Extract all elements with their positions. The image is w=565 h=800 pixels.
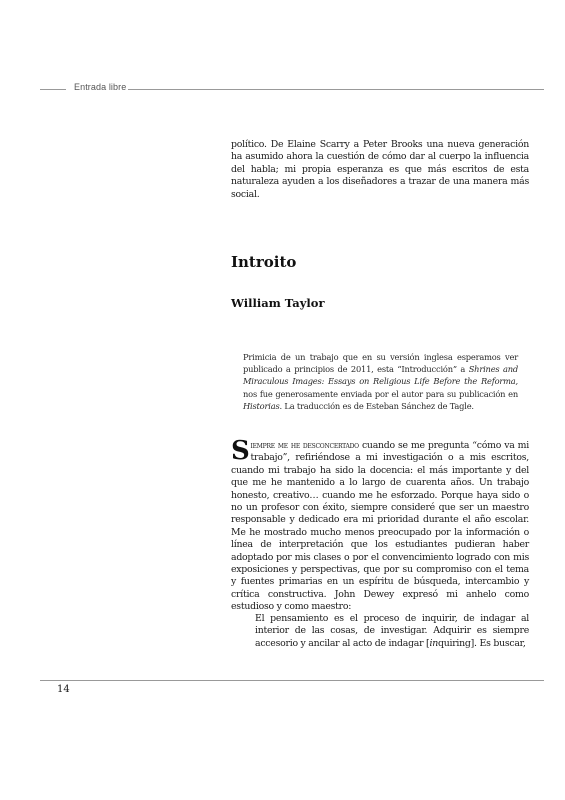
quote-italic: in [429, 637, 438, 649]
quote-text-1: El pensamiento es el proceso de inquirir, de indagar al interior de las cosas, de investigar. Adquirir es siempre accesorio y ancilar al acto de indagar [ [255, 613, 529, 649]
footer-rule [40, 680, 544, 681]
continuation-paragraph [231, 139, 529, 201]
drop-cap: S [231, 436, 250, 466]
opening-text [231, 436, 529, 614]
article-title: Introito [231, 253, 297, 271]
body-text: cuando se me pregunta “cómo va mi trabajo”, refiriéndose a mi investigación o a mis escritos, cuando mi trabajo ha sido la docencia: el más importante y del que me he mantenido a lo largo de cuarenta años. Un trabajo honesto, creativo… cuando me he esforzado. Porque haya sido o no un profesor con éxito, siempre consideré que ser un maestro responsable y dedicado era mi prioridad durante el año escolar. Me he mostrado mucho menos preocupado por la información o línea de interpretación que los estudiantes pudieran haber adoptado por mis clases o por el convencimiento logrado con mis exposiciones y perspectivas, que por su compromiso con el tema y fuentes primarias en un espíritu de búsqueda, intercambio y crítica constructiva. John Dewey expresó mi anhelo como estudioso y como maestro: [231, 440, 529, 613]
block-quote [255, 613, 529, 650]
note-text-1: Primicia de un trabajo que en su versión inglesa esperamos ver publicado a principios de 2011, esta “Introducción” a [243, 352, 518, 375]
editorial-note [243, 351, 518, 412]
header-rule-right [128, 89, 544, 90]
opening-paragraph [231, 436, 529, 614]
note-journal-title: Historias [243, 400, 280, 411]
header-rule-left [40, 89, 66, 90]
note-text-2: nos fue generosamente enviada por el autor para su publicación en [243, 388, 518, 399]
quote-text-2: quiring]. Es buscar, [437, 637, 526, 649]
note-book-title: Shrines and Miraculous Images: Essays on Religious Life Before the Reforma, [243, 364, 518, 387]
page-number: 14 [57, 684, 70, 695]
note-text-3: . La traducción es de Esteban Sánchez de Tagle. [279, 400, 474, 411]
article-author: William Taylor [231, 296, 325, 310]
continuation-text: político. De Elaine Scarry a Peter Brooks una nueva generación ha asumido ahora la cuestión de cómo dar al cuerpo la influencia del habla; mi propia esperanza es que más escritos de esta naturaleza ayuden a los diseñadores a trazar de una manera más social. [231, 139, 529, 200]
running-title: Entrada libre [74, 82, 127, 92]
opening-smallcaps: iempre me he desconcertado [250, 441, 359, 451]
